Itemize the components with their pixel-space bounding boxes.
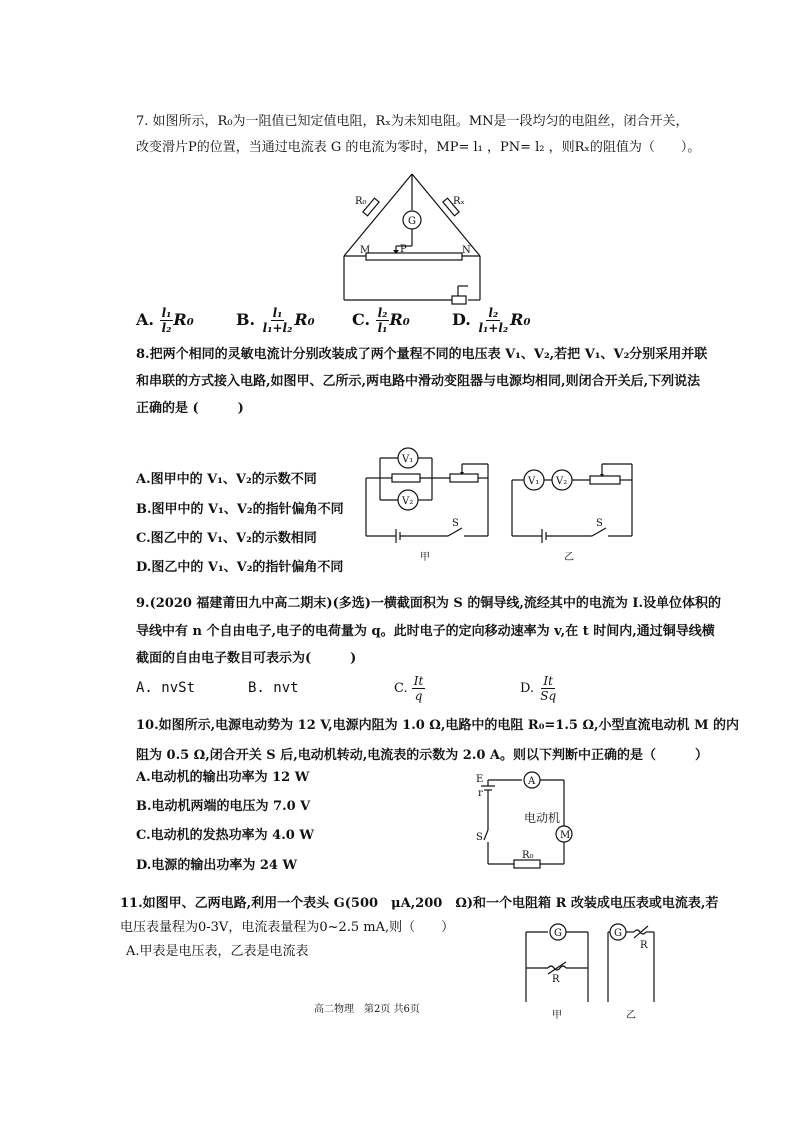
q8-jia-s: S [452,518,459,529]
q11-jia-r: R [552,974,560,985]
q7-c-num: l₂ [377,306,388,320]
q10-label-r: r [478,788,483,799]
q7-option-c-label: C. [352,310,371,329]
q7-text-line1: 7. 如图所示，R₀为一阻值已知定值电阻，Rₓ为未知电阻。MN是一段均匀的电阻丝，闭合开关， [136,114,689,129]
q11-text-line2: 电压表量程为0-3V，电流表量程为0~2.5 mA,则（ ） [120,920,455,935]
q7-a-num: l₁ [161,306,172,320]
q7-label-p: P [400,244,407,255]
q11-yi-caption: 乙 [626,1010,636,1021]
q11-circuit-yi-diagram [600,922,670,1022]
q8-yi-s: S [596,518,603,529]
q9-option-d [520,674,558,703]
q10-option-a: A.电动机的输出功率为 12 W [136,770,310,785]
q10-motor-circuit-diagram [470,768,580,872]
page-footer: 高二物理 第2页 共6页 [314,1004,420,1015]
q8-yi-v1: V₁ [528,476,540,487]
q9-option-c [394,674,425,703]
q8-option-c: C.图乙中的 V₁、V₂的示数相同 [136,531,317,546]
q8-text-line2: 和串联的方式接入电路,如图甲、乙所示,两电路中滑动变阻器与电源均相同,则闭合开关后,下列说法 [136,374,701,389]
q10-ammeter-a: A [528,776,536,787]
q7-label-rx: Rₓ [453,196,465,207]
q7-d-den: l₁+l₂ [478,321,509,335]
q10-option-c: C.电动机的发热功率为 4.0 W [136,828,314,843]
q11-jia-caption: 甲 [552,1010,562,1021]
q11-jia-g: G [554,928,562,939]
q10-label-e: E [476,774,484,785]
q10-label-s: S [476,832,483,843]
q11-circuit-jia-diagram [518,922,598,1022]
q9-c-den: q [414,689,423,703]
q11-text-line1: 11.如图甲、乙两电路,利用一个表头 G(500 μA,200 Ω)和一个电阻箱 R 改装成电压表或电流表,若 [120,896,719,911]
q7-option-b [236,306,315,335]
q9-d-num: It [543,674,553,688]
q10-text-line2: 阻为 0.5 Ω,闭合开关 S 后,电动机转动,电流表的示数为 2.0 A。则以下判断中正确的是（ ） [136,748,709,763]
q8-yi-caption: 乙 [564,552,574,563]
q7-label-r0: R₀ [355,196,367,207]
q7-label-m: M [360,245,371,256]
q10-label-motor: 电动机 [524,811,561,825]
q7-bridge-circuit-diagram [330,168,510,308]
q8-circuit-jia-diagram [362,444,492,564]
q11-yi-r: R [640,940,648,951]
q10-option-b: B.电动机两端的电压为 7.0 V [136,799,311,814]
q7-d-tail: R₀ [510,310,531,329]
q7-option-c [352,306,410,335]
q8-jia-v1: V₁ [402,454,414,465]
q8-text-line3: 正确的是 ( ) [136,401,244,416]
q7-option-a-label: A. [136,310,154,329]
q7-c-tail: R₀ [389,310,410,329]
q7-b-den: l₁+l₂ [262,321,293,335]
q8-jia-v2: V₂ [402,496,414,507]
q10-motor-m: M [560,830,571,841]
q8-text-line1: 8.把两个相同的灵敏电流计分别改装成了两个量程不同的电压表 V₁、V₂,若把 V₁、V₂分别采用并联 [136,347,708,362]
q9-option-a: A. nvSt [136,680,196,696]
q8-jia-caption: 甲 [420,552,430,563]
q7-b-tail: R₀ [294,310,315,329]
q9-option-d-label: D. [520,681,535,696]
q7-option-d-label: D. [452,310,471,329]
q7-galvanometer-g: G [408,216,416,227]
q11-option-a: A.甲表是电压表，乙表是电流表 [126,944,309,959]
q7-text-line2: 改变滑片P的位置，当通过电流表 G 的电流为零时，MP= l₁ ，PN= l₂ ，则Rₓ的阻值为（ ）。 [136,140,701,155]
q8-circuit-yi-diagram [508,452,638,564]
q7-option-d [452,306,530,335]
q9-text-line1: 9.(2020 福建莆田九中高二期末)(多选)一横截面积为 S 的铜导线,流经其中的电流为 I.设单位体积的 [136,596,721,611]
q10-option-d: D.电源的输出功率为 24 W [136,858,298,873]
q9-d-den: Sq [540,689,557,703]
q9-option-c-label: C. [394,681,408,696]
q10-text-line1: 10.如图所示,电源电动势为 12 V,电源内阻为 1.0 Ω,电路中的电阻 R₀=1.5 Ω,小型直流电动机 M 的内 [136,718,739,733]
q9-text-line2: 导线中有 n 个自由电子,电子的电荷量为 q。此时电子的定向移动速率为 v,在 t 时间内,通过铜导线横 [136,624,715,639]
q9-option-b: B. nvt [248,680,299,696]
q9-text-line3: 截面的自由电子数目可表示为( ) [136,651,357,666]
q7-c-den: l₁ [377,321,388,335]
q10-label-r0: R₀ [522,850,534,861]
q7-option-b-label: B. [236,310,256,329]
q9-c-num: It [413,674,424,688]
q11-yi-g: G [614,928,622,939]
q7-a-tail: R₀ [173,310,194,329]
q8-yi-v2: V₂ [556,476,568,487]
q8-option-d: D.图乙中的 V₁、V₂的指针偏角不同 [136,560,344,575]
q7-d-num: l₂ [488,306,499,320]
q7-a-den: l₂ [161,321,172,335]
q7-option-a [136,306,194,335]
q7-b-num: l₁ [272,306,283,320]
q8-option-b: B.图甲中的 V₁、V₂的指针偏角不同 [136,502,344,517]
q8-option-a: A.图甲中的 V₁、V₂的示数不同 [136,472,317,487]
q7-label-n: N [462,245,471,256]
